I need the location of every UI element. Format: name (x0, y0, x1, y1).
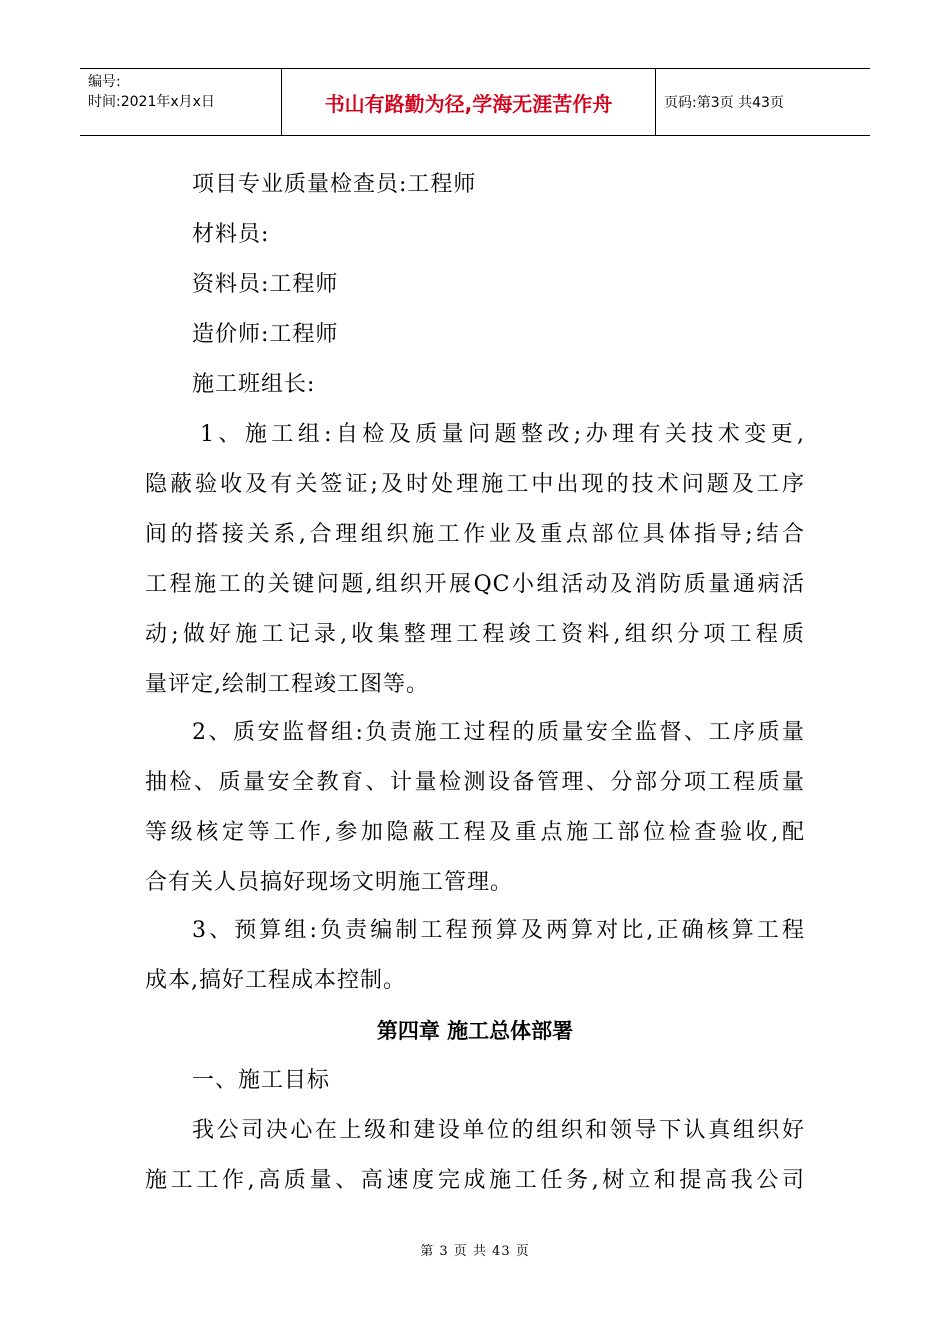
header-number-label: 编号: (88, 74, 121, 90)
paragraph-cost-engineer: 造价师:工程师 (192, 322, 339, 347)
item2-line: 2、质安监督组:负责施工过程的质量安全监督、工序质量 (192, 720, 805, 745)
section-title: 一、施工目标 (192, 1068, 331, 1093)
header-date-label: 时间:2021年x月x日 (88, 94, 215, 110)
goal-line: 施工工作,高质量、高速度完成施工任务,树立和提高我公司 (145, 1168, 805, 1193)
item2-line: 抽检、质量安全教育、计量检测设备管理、分部分项工程质量 (145, 770, 805, 795)
item1-line: 隐蔽验收及有关签证;及时处理施工中出现的技术问题及工序 (145, 472, 805, 497)
item1-line: 工程施工的关键问题,组织开展QC小组活动及消防质量通病活 (145, 572, 805, 597)
chapter-title: 第四章 施工总体部署 (376, 1019, 574, 1043)
page-header (80, 68, 870, 136)
page-footer: 第 3 页 共 43 页 (420, 1244, 530, 1259)
item2-line: 合有关人员搞好现场文明施工管理。 (145, 870, 514, 895)
paragraph-quality-inspector: 项目专业质量检查员:工程师 (192, 172, 477, 197)
item3-line: 3、预算组:负责编制工程预算及两算对比,正确核算工程 (192, 918, 805, 943)
header-page-info: 页码:第3页 共43页 (664, 95, 784, 111)
header-motto: 书山有路勤为径,学海无涯苦作舟 (282, 69, 656, 135)
paragraph-material-clerk: 材料员: (192, 222, 270, 247)
item1-line: 间的搭接关系,合理组织施工作业及重点部位具体指导;结合 (145, 522, 805, 547)
item1-line: 1、施工组:自检及质量问题整改;办理有关技术变更, (200, 422, 805, 447)
item2-line: 等级核定等工作,参加隐蔽工程及重点施工部位检查验收,配 (145, 820, 805, 845)
paragraph-document-clerk: 资料员:工程师 (192, 272, 339, 297)
item1-line: 量评定,绘制工程竣工图等。 (145, 672, 429, 697)
paragraph-team-leader: 施工班组长: (192, 372, 316, 397)
header-meta (80, 69, 282, 135)
item3-line: 成本,搞好工程成本控制。 (145, 968, 406, 993)
item1-line: 动;做好施工记录,收集整理工程竣工资料,组织分项工程质 (145, 622, 805, 647)
goal-line: 我公司决心在上级和建设单位的组织和领导下认真组织好 (192, 1118, 805, 1143)
